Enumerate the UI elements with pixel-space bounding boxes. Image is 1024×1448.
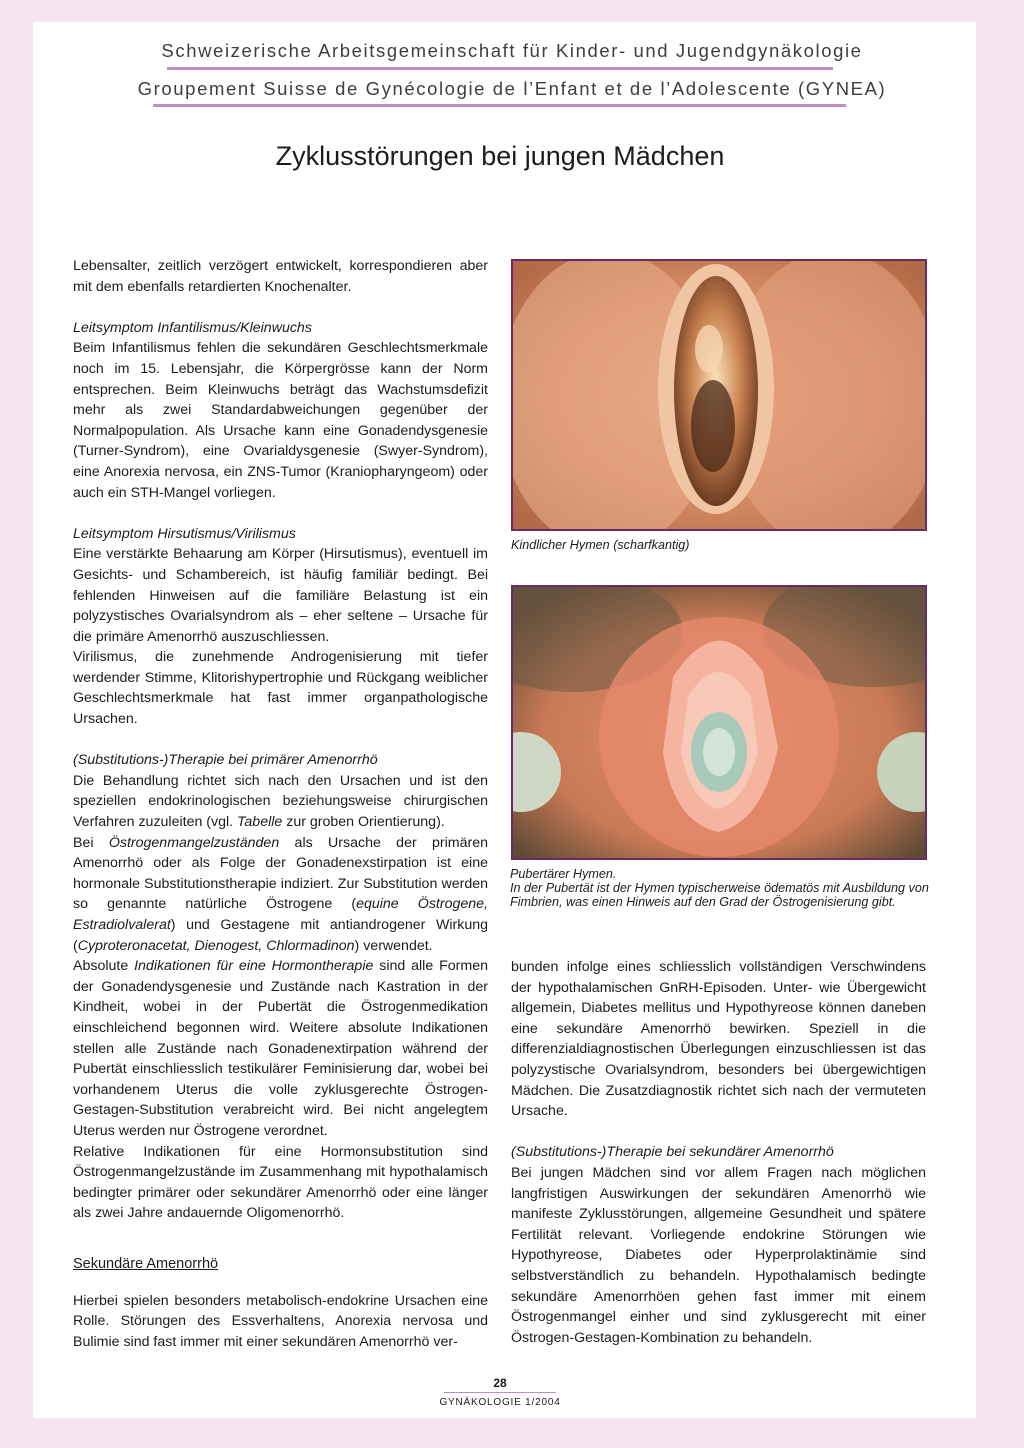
section-heading-sekundaere-amenorrhoe: Sekundäre Amenorrhö [73, 1255, 219, 1272]
journal-reference: GYNÄKOLOGIE 1/2004 [439, 1397, 561, 1408]
photo-pubertaerer-hymen-image [513, 587, 925, 858]
right-column [511, 957, 926, 1348]
section-heading-therapie-primaer: (Substitutions-)Therapie bei primärer Amenorrhö [73, 752, 378, 769]
paragraph-behandlung: Die Behandlung richtet sich nach den Ursachen und ist den speziellen endokrinologischen beziehungsweise chirurgischen Verfahren zuzuleiten (vgl. Tabelle zur groben Orientierung). [73, 772, 488, 831]
section-heading-infantilismus: Leitsymptom Infantilismus/Kleinwuchs [73, 319, 312, 336]
paragraph-gnrh: bunden infolge eines schliesslich vollständigen Verschwindens der hypothalamischen GnRH-Episoden. Unter- wie Übergewicht allgemein, Diabetes mellitus und Hypothyreose können daneben eine sekundäre Amenorrhö bewirken. Speziell in die differenzialdiagnostischen Überlegungen einzuschliessen ist das polyzystische Ovarialsyndrom, besonders bei übergewichtigen Mädchen. Die Zusatzdiagnostik richtet sich nach der vermuteten Ursache. [511, 959, 926, 1120]
photo-pubertaerer-hymen [511, 585, 927, 860]
section-heading-therapie-sekundaer: (Substitutions-)Therapie bei sekundärer Amenorrhö [511, 1144, 834, 1161]
caption-figure-2 [510, 867, 930, 909]
header-organization-fr: Groupement Suisse de Gynécologie de l’Enfant et de l’Adolescente (GYNEA) [137, 78, 887, 99]
paragraph-sekundaere-amenorrhoe: Hierbei spielen besonders metabolisch-endokrine Ursachen eine Rolle. Störungen des Essverhaltens, Anorexia nervosa und Bulimie sind fast immer mit einer sekundären Amenorrhö ver- [73, 1292, 488, 1350]
section-heading-hirsutismus: Leitsymptom Hirsutismus/Virilismus [73, 525, 296, 542]
paragraph-absolute-indikationen: Absolute Indikationen für eine Hormontherapie sind alle Formen der Gonadendysgenesie und Zustände nach Kastration in der Kindheit, wobei in der Pubertät die Östrogenmedikation einschleichend begonnen wird. Weitere absolute Indikationen stellen alle Zustände nach Gonadenextirpation während der Pubertät einschliesslich testikulärer Feminisierung dar, wobei bei vorhandenem Uterus die volle zyklusgerechte Östrogen-Gestagen-Substitution verabreicht wird. Bei nicht angelegtem Uterus werden nur Östrogene verordnet. [73, 958, 488, 1139]
intro-paragraph: Lebensalter, zeitlich verzögert entwickelt, korrespondieren aber mit dem ebenfalls retardierten Knochenalter. [73, 258, 488, 295]
paragraph-relative-indikationen: Relative Indikationen für eine Hormonsubstitution sind Östrogenmangelzustände im Zusammenhang mit hypothalamisch bedingter primärer oder sekundärer Amenorrhö oder eine länger als zwei Jahre andauernde Oligomenorrhö. [73, 1143, 488, 1222]
paragraph-hirsutismus: Eine verstärkte Behaarung am Körper (Hirsutismus), eventuell im Gesichts- und Schambereich, ist häufig familiär bedingt. Bei fehlenden Hinweisen auf die familiäre Belastung ist ein polyzystisches Ovarialsyndrom als – eher seltene – Ursache für die primäre Amenorrhö auszuschliessen. [73, 546, 488, 645]
photo-kindlicher-hymen [511, 259, 927, 531]
caption-figure-2-text: In der Pubertät ist der Hymen typischerweise ödematös mit Ausbildung von Fimbrien, was einen Hinweis auf den Grad der Östrogenisierung gibt. [510, 881, 929, 909]
caption-figure-2-title: Pubertärer Hymen. [510, 867, 617, 881]
paragraph-oestrogenmangel: Bei Östrogenmangelzuständen als Ursache der primären Amenorrhö oder als Folge der Gonadenexstirpation ist eine hormonale Substitutionstherapie indiziert. Zur Substitution werden so genannte natürliche Östrogene (equine Östrogene, Estradiolvalerat) und Gestagene mit antiandrogener Wirkung (Cyproteronacetat, Dienogest, Chlormadinon) verwendet. [73, 834, 488, 954]
left-column [73, 256, 488, 1352]
paragraph-therapie-sekundaer: Bei jungen Mädchen sind vor allem Fragen nach möglichen langfristigen Auswirkungen der sekundären Amenorrhö wie manifeste Zyklusstörungen, allgemeine Gesundheit und spätere Fertilität relevant. Vorliegende endokrine Störungen wie Hypothyreose, Diabetes oder Hyperprolaktinämie sind selbstverständlich zu behandeln. Hypothalamisch bedingte sekundäre Amenorrhöen gehen fast immer mit einem Östrogenmangel einher und sind zyklusgerecht mit einer Östrogen-Gestagen-Kombination zu behandeln. [511, 1164, 926, 1346]
paragraph-infantilismus: Beim Infantilismus fehlen die sekundären Geschlechtsmerkmale noch im 15. Lebensjahr, die Körpergrösse kann der Norm entsprechen. Beim Kleinwuchs beträgt das Wachstumsdefizit mehr als zwei Standardabweichungen gegenüber der Normalpopulation. Als Ursache kann eine Gonadendysgenesie (Turner-Syndrom), eine Ovarialdysgenesie (Swyer-Syndrom), eine Anorexia nervosa, ein ZNS-Tumor (Kraniopharyngeom) oder auch ein STH-Mangel vorliegen. [73, 340, 488, 501]
page-number: 28 [493, 1376, 507, 1390]
footer-rule [444, 1392, 556, 1393]
header-organization-de: Schweizerische Arbeitsgemeinschaft für Kinder- und Jugendgynäkologie [161, 40, 863, 61]
page-title: Zyklusstörungen bei jungen Mädchen [275, 141, 725, 171]
header-rule-bottom [153, 104, 846, 107]
caption-figure-1: Kindlicher Hymen (scharfkantig) [511, 538, 690, 552]
paragraph-virilismus: Virilismus, die zunehmende Androgenisierung mit tiefer werdender Stimme, Klitorishypertrophie und Rückgang weiblicher Geschlechtsmerkmale hat fast immer organpathologische Ursachen. [73, 649, 488, 728]
header-rule-top [167, 67, 833, 70]
photo-kindlicher-hymen-image [513, 261, 925, 529]
